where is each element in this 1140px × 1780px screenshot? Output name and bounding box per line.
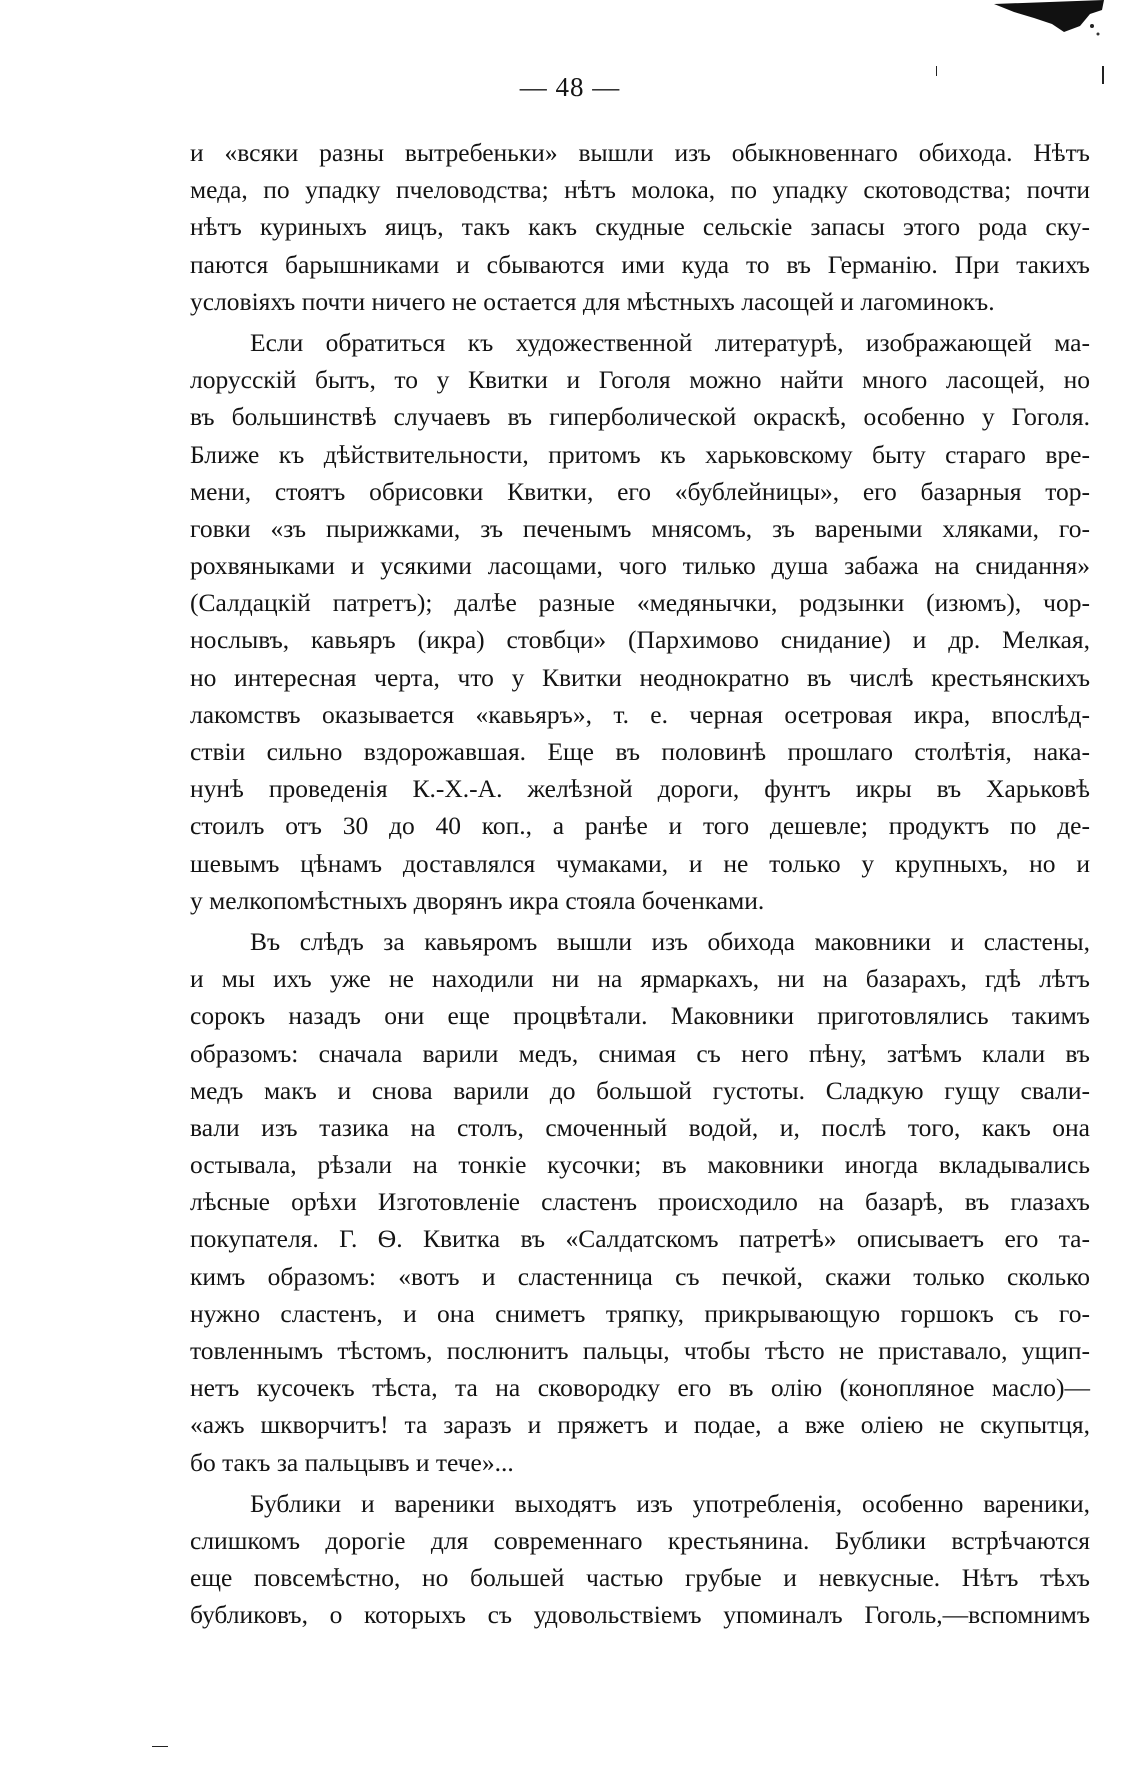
text-line: говки «зъ пырижками, зъ печенымъ мнясомъ, зъ вареными хляками, го- <box>190 513 1090 543</box>
text-line: паются барышниками и сбываются ими куда то въ Германію. При такихъ <box>190 249 1090 279</box>
text-line: кимъ образомъ: «вотъ и сластенница съ печкой, скажи только сколько <box>190 1261 1090 1291</box>
text-line: покупателя. Г. Ѳ. Квитка въ «Салдатскомъ патретѣ» описываетъ его та- <box>190 1224 1090 1254</box>
text-line: нѣтъ куриныхъ яицъ, такъ какъ скудные сельскіе запасы этого рода ску- <box>190 212 1090 242</box>
ink-smudge-mark <box>994 0 1104 40</box>
text-line: въ большинствѣ случаевъ въ гиперболической окраскѣ, особенно у Гоголя. <box>190 402 1090 432</box>
text-line: Если обратиться къ художественной литературѣ, изображающей ма- <box>250 327 1090 357</box>
text-line: (Салдацкій патретъ); далѣе разные «медянычки, родзынки (изюмъ), чор- <box>190 588 1090 618</box>
margin-mark <box>152 1746 168 1747</box>
text-line: нетъ кусочекъ тѣста, та на сковородку его въ олію (конопляное масло)— <box>190 1373 1090 1403</box>
text-line: условіяхъ почти ничего не остается для мѣстныхъ ласощей и лагоминокъ. <box>190 286 995 316</box>
text-line: бубликовъ, о которыхъ съ удовольствіемъ упоминалъ Гоголь,—вспомнимъ <box>190 1600 1090 1630</box>
text-line: слишкомъ дорогіе для современнаго крестьянина. Бублики встрѣчаются <box>190 1525 1090 1555</box>
text-line: сорокъ назадъ они еще процвѣтали. Маковники приготовлялись такимъ <box>190 1001 1090 1031</box>
text-line: шевымъ цѣнамъ доставлялся чумаками, и не только у крупныхъ, но и <box>190 848 1090 878</box>
text-line: у мелкопомѣстныхъ дворянъ икра стояла боченками. <box>190 885 765 915</box>
text-line: мени, стоятъ обрисовки Квитки, его «бублейницы», его базарныя тор- <box>190 476 1090 506</box>
text-line: «ажъ шкворчитъ! та заразъ и пряжетъ и подае, а вже оліею не скупытця, <box>190 1410 1090 1440</box>
text-line: остывала, рѣзали на тонкіе кусочки; въ маковники иногда вкладывались <box>190 1150 1090 1180</box>
text-line: товленнымъ тѣстомъ, послюнитъ пальцы, чтобы тѣсто не приставало, ущип- <box>190 1336 1090 1365</box>
text-line: и «всяки разны вытребеньки» вышли изъ обыкновеннаго обихода. Нѣтъ <box>190 138 1090 167</box>
text-line: Въ слѣдъ за кавьяромъ вышли изъ обихода маковники и сластены, <box>250 926 1090 956</box>
body-text <box>190 134 1090 1634</box>
text-line: ствіи сильно вздорожавшая. Еще въ половинѣ прошлаго столѣтія, нака- <box>190 737 1090 766</box>
text-line: лакомствъ оказывается «кавьяръ», т. е. черная осетровая икра, впослѣд- <box>190 699 1090 729</box>
text-line: лѣсные орѣхи Изготовленіе сластенъ происходило на базарѣ, въ глазахъ <box>190 1187 1090 1217</box>
text-line: стоилъ отъ 30 до 40 коп., а ранѣе и того дешевле; продуктъ по де- <box>190 811 1090 841</box>
text-line: Бублики и вареники выходятъ изъ употребленія, особенно вареники, <box>250 1488 1090 1518</box>
text-line: образомъ: сначала варили медъ, снимая съ него пѣну, затѣмъ клали въ <box>190 1038 1090 1068</box>
text-line: нослывъ, кавьяръ (икра) стовбци» (Пархимово снидание) и др. Мелкая, <box>190 625 1090 655</box>
text-line: медъ макъ и снова варили до большой густоты. Сладкую гущу свали- <box>190 1075 1090 1105</box>
text-line: и мы ихъ уже не находили ни на ярмаркахъ, ни на базарахъ, гдѣ лѣтъ <box>190 964 1090 994</box>
text-line: еще повсемѣстно, но большей частью грубые и невкусные. Нѣтъ тѣхъ <box>190 1563 1090 1593</box>
text-line: вали изъ тазика на столъ, смоченный водой, и, послѣ того, какъ она <box>190 1112 1090 1142</box>
text-line: бо такъ за пальцывъ и тече»... <box>190 1447 514 1477</box>
text-line: Ближе къ дѣйствительности, притомъ къ харьковскому быту стараго вре- <box>190 439 1090 469</box>
text-line: нужно сластенъ, и она сниметъ тряпку, прикрывающую горшокъ съ го- <box>190 1298 1090 1328</box>
text-line: но интересная черта, что у Квитки неоднократно въ числѣ крестьянскихъ <box>190 662 1090 692</box>
page-number: — 48 — <box>519 72 621 102</box>
text-line: рохвяныками и усякими ласощами, чого тилько душа забажа на снидання» <box>190 551 1090 581</box>
text-line: меда, по упадку пчеловодства; нѣтъ молока, по упадку скотоводства; почти <box>190 175 1090 205</box>
text-line: лорусскій бытъ, то у Квитки и Гоголя можно найти много ласощей, но <box>190 365 1090 395</box>
text-line: нунѣ проведенія К.-Х.-А. желѣзной дороги, фунтъ икры въ Харьковѣ <box>190 774 1090 804</box>
